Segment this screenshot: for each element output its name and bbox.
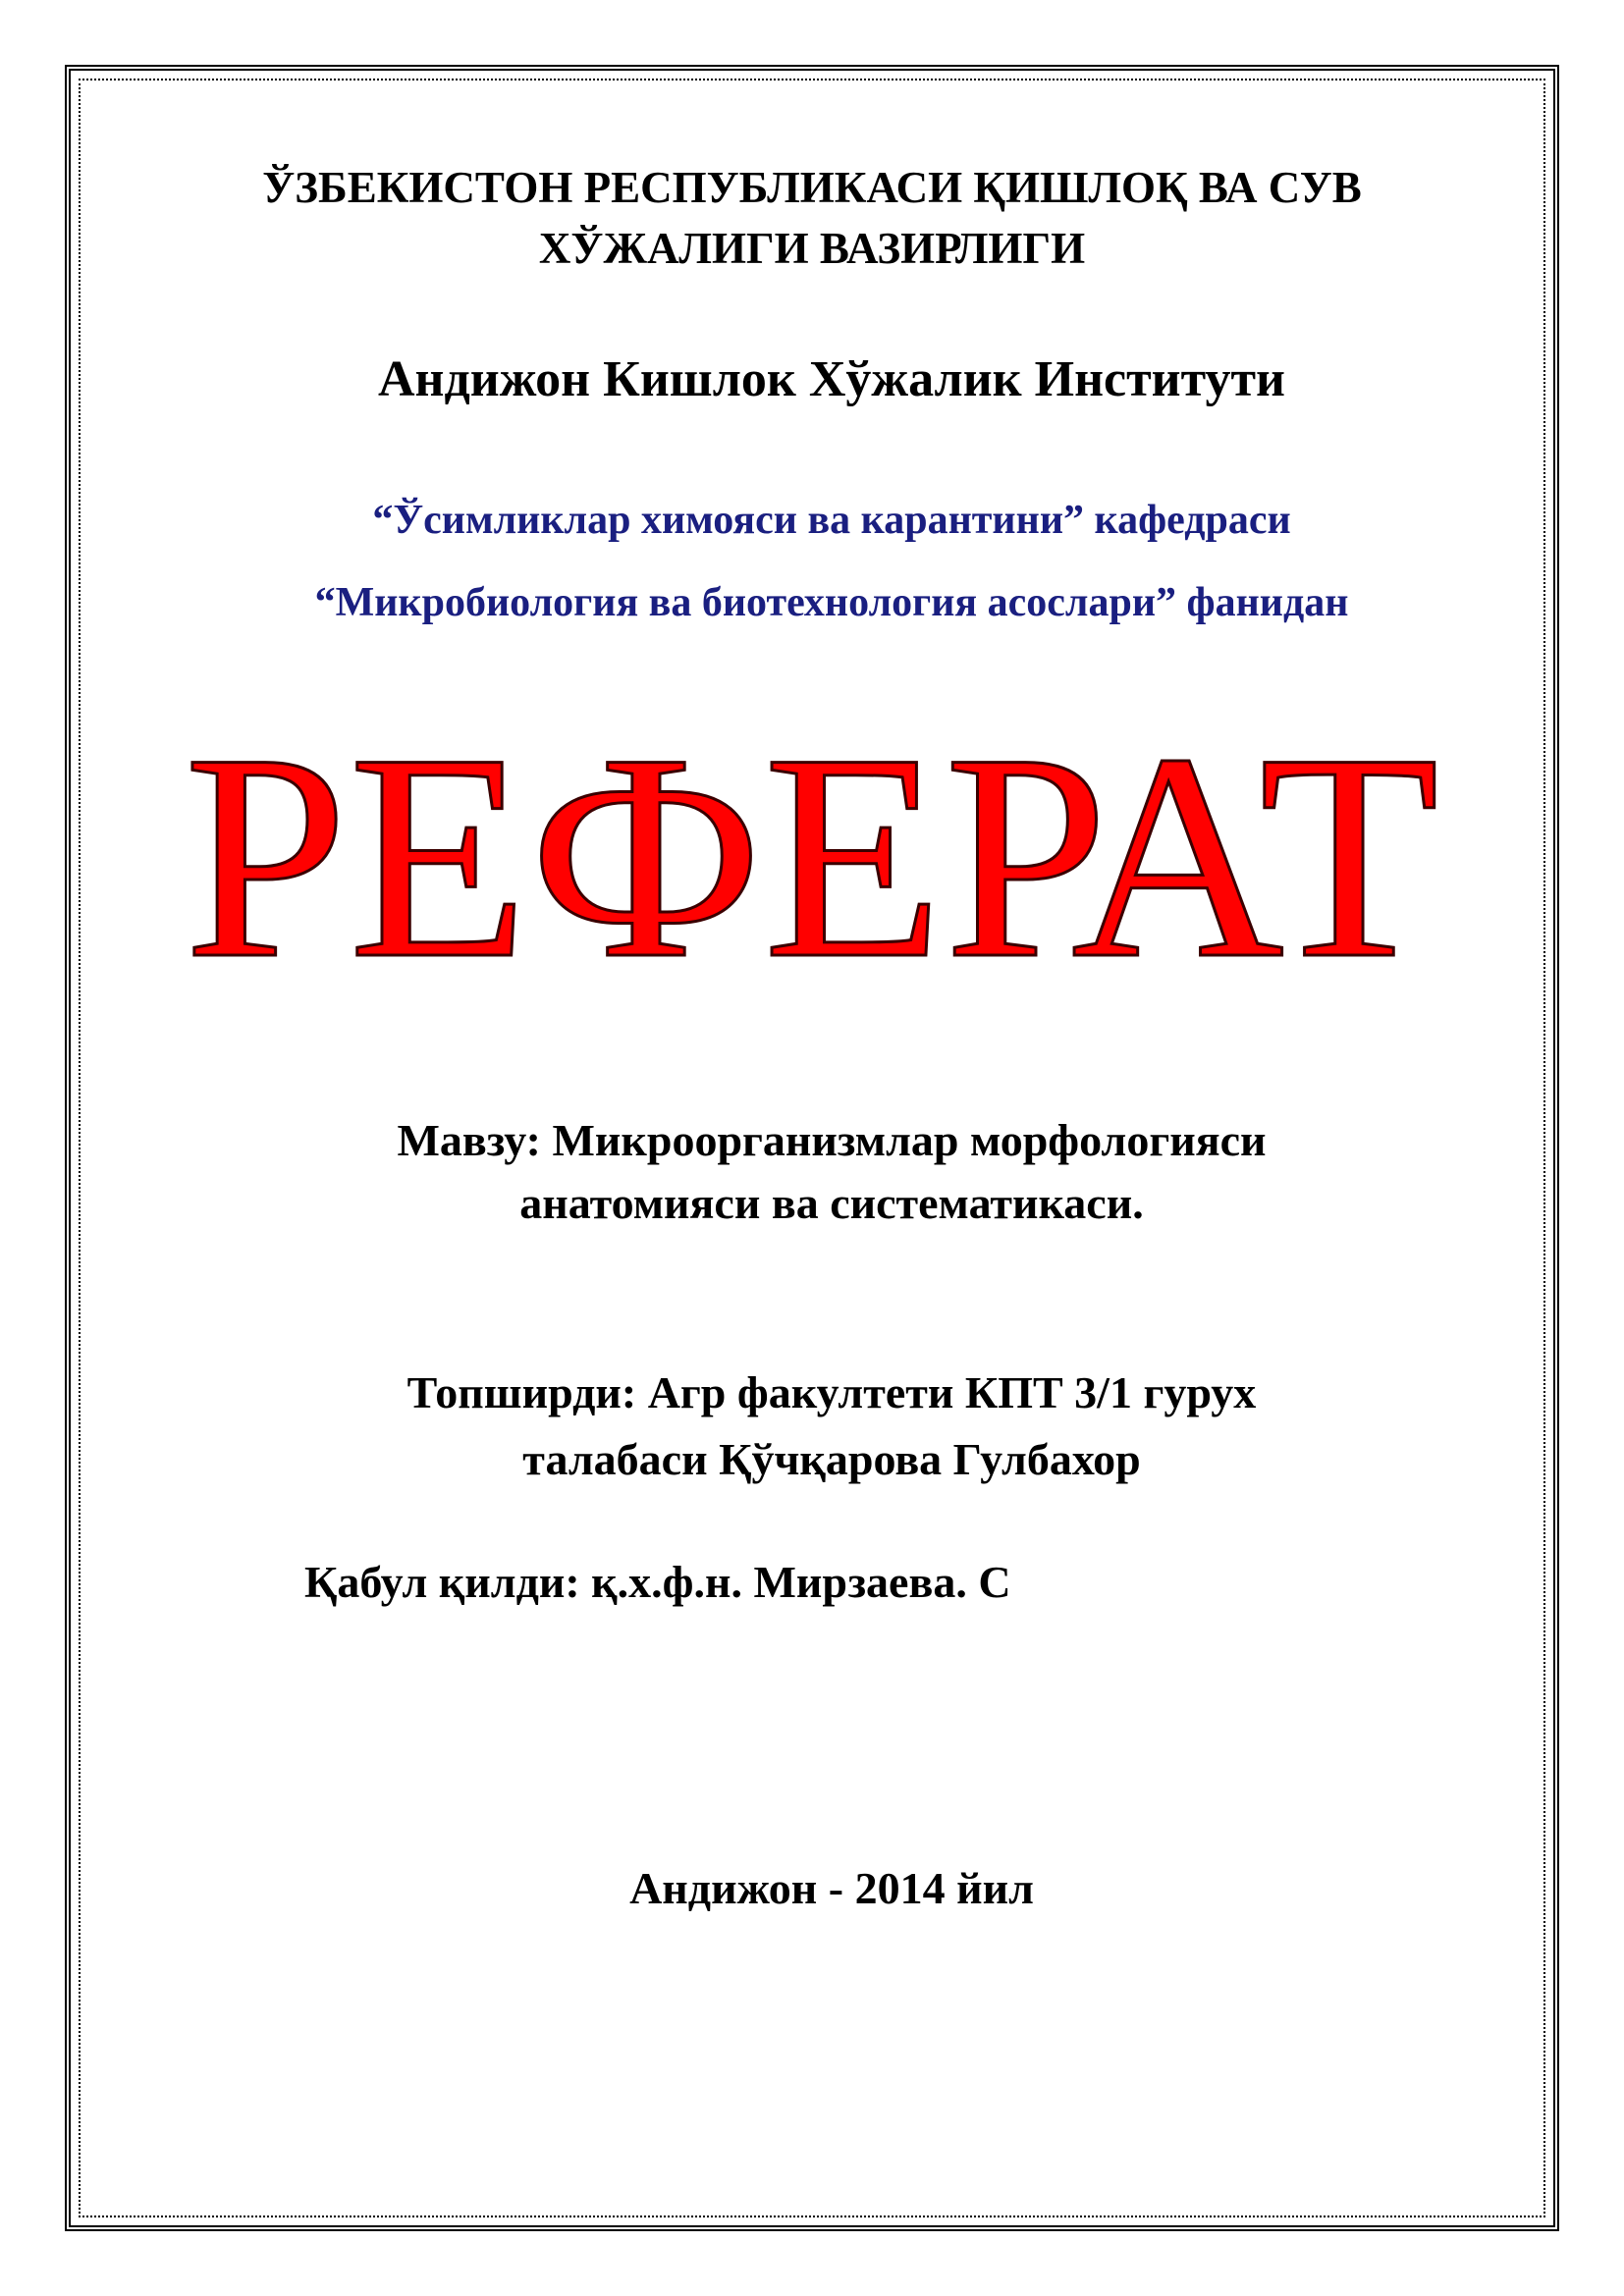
document-title: РЕФЕРАТ [184,693,1440,1019]
department-name: “Ўсимликлар химояси ва карантини” кафедраси [372,498,1291,543]
institute-name: Андижон Кишлок Хўжалик Институти [377,351,1285,407]
submitted-by-block [0,1360,1624,1493]
ministry-heading [0,157,1624,279]
accepted-by: Қабул қилди: қ.х.ф.н. Мирзаева. С [304,1557,1011,1607]
ministry-line-1: ЎЗБЕКИСТОН РЕСПУБЛИКАСИ ҚИШЛОҚ ВА СУВ [262,163,1362,212]
topic-block [0,1109,1624,1235]
topic-line-2: анатомияси ва систематикаси. [519,1178,1144,1228]
place-and-year: Андижон - 2014 йил [629,1863,1034,1913]
topic-line-1: Мавзу: Микроорганизмлар морфологияси [397,1115,1267,1165]
subject-name: “Микробиология ва биотехнология асослари” фанидан [314,580,1349,625]
submitted-line-2: талабаси Қўчқарова Гулбахор [522,1434,1141,1484]
submitted-line-1: Топширди: Агр факултети КПТ 3/1 гурух [406,1367,1257,1417]
ministry-line-2: ХЎЖАЛИГИ ВАЗИРЛИГИ [538,224,1086,273]
